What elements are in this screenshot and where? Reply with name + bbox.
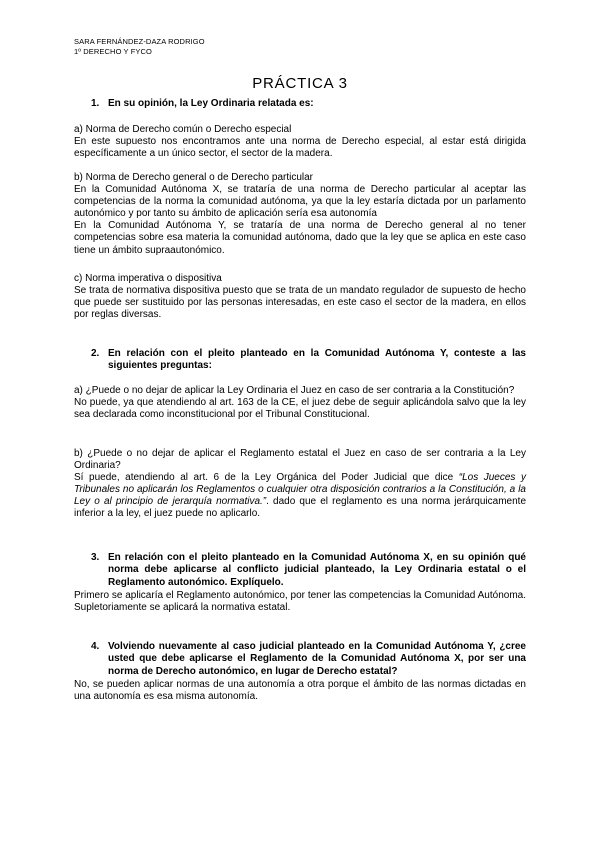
- q3-number: 3.: [91, 552, 100, 563]
- q2-question: En relación con el pleito planteado en la Comunidad Autónoma Y, conteste a las siguientes preguntas:: [108, 348, 526, 372]
- page-title: PRÁCTICA 3: [252, 75, 348, 92]
- q1-a-answer: En este supuesto nos encontramos ante una norma de Derecho especial, al estar está dirigida específicamente a un único sector, el sector de la madera.: [74, 136, 526, 160]
- q1-b-answer-x: En la Comunidad Autónoma X, se trataría de una norma de Derecho particular al aceptar las competencias de la norma la comunidad autónoma, ya que la ley estaría dictada por un parlamento autonómico y por tanto su ámbito de aplicación sería esa autonomía: [74, 184, 526, 220]
- q1-c-section: [74, 273, 526, 321]
- q4-question: Volviendo nuevamente al caso judicial planteado en la Comunidad Autónoma Y, ¿cree usted que debe aplicarse el Reglamento de la Comunidad Autónoma X, por ser una norma de Derecho autonómico, en lugar de Derecho estatal?: [108, 641, 526, 677]
- q1-b-section: [74, 172, 526, 257]
- q3-answer: Primero se aplicaría el Reglamento autonómico, por tener las competencias la Comunidad Autónoma. Supletoriamente se aplicará la normativa estatal.: [74, 590, 526, 614]
- q3-question: En relación con el pleito planteado en la Comunidad Autónoma X, en su opinión qué norma debe aplicarse al conflicto judicial planteado, la Ley Ordinaria estatal o el Reglamento autonómico. Explíquelo.: [108, 552, 526, 588]
- q1-c-label: c) Norma imperativa o dispositiva: [74, 273, 222, 284]
- q2-b-label: b) ¿Puede o no dejar de aplicar el Reglamento estatal el Juez en caso de ser contraria a la Ley Ordinaria?: [74, 448, 526, 472]
- q4-answer: No, se pueden aplicar normas de una autonomía a otra porque el ámbito de las normas dictadas en una autonomía es esa misma autonomía.: [74, 679, 526, 703]
- q2-a-section: [74, 385, 526, 421]
- q4-number: 4.: [91, 641, 100, 652]
- q1-question: En su opinión, la Ley Ordinaria relatada es:: [108, 98, 314, 109]
- q2-number: 2.: [91, 348, 100, 359]
- q2-a-label: a) ¿Puede o no dejar de aplicar la Ley Ordinaria el Juez en caso de ser contraria a la Constitución?: [74, 385, 515, 396]
- q1-a-section: [74, 124, 526, 160]
- q1-b-label: b) Norma de Derecho general o de Derecho particular: [74, 172, 314, 183]
- q2-b-answer-post: . dado que el reglamento es una norma jerárquicamente inferior a la ley, el juez puede no aplicarlo.: [74, 496, 527, 520]
- header-author: SARA FERNÁNDEZ-DAZA RODRIGO: [74, 37, 205, 46]
- q2-b-section: [74, 448, 526, 521]
- q2-b-answer-quote: “Los Jueces y Tribunales no aplicarán los Reglamentos o cualquier otra disposición contrarios a la Constitución, a la Ley o al principio de jerarquía normativa.”: [74, 472, 526, 508]
- q1-b-answer-y: En la Comunidad Autónoma Y, se trataría de una norma de Derecho general al no tener competencias sobre esa materia la comunidad autónoma, dado que la ley que se aplica en este caso tiene un ámbito supraautonómico.: [74, 220, 526, 256]
- q2-b-answer-pre: Sí puede, atendiendo al art. 6 de la Ley Orgánica del Poder Judicial que dice: [74, 472, 459, 484]
- q2-b-answer: [74, 472, 526, 520]
- q1-a-label: a) Norma de Derecho común o Derecho especial: [74, 124, 292, 135]
- header-course: 1º DERECHO Y FYCO: [74, 47, 152, 56]
- q1-c-answer: Se trata de normativa dispositiva puesto que se trata de un mandato regulador de supuesto de hecho que puede ser sustituido por las personas interesadas, en este caso el sector de la madera, en ellos por reglas diversas.: [74, 285, 526, 321]
- q1-number: 1.: [91, 98, 100, 109]
- q2-a-answer: No puede, ya que atendiendo al art. 163 de la CE, el juez debe de seguir aplicándola salvo que la ley sea declarada como inconstitucional por el Tribunal Constitucional.: [74, 397, 526, 421]
